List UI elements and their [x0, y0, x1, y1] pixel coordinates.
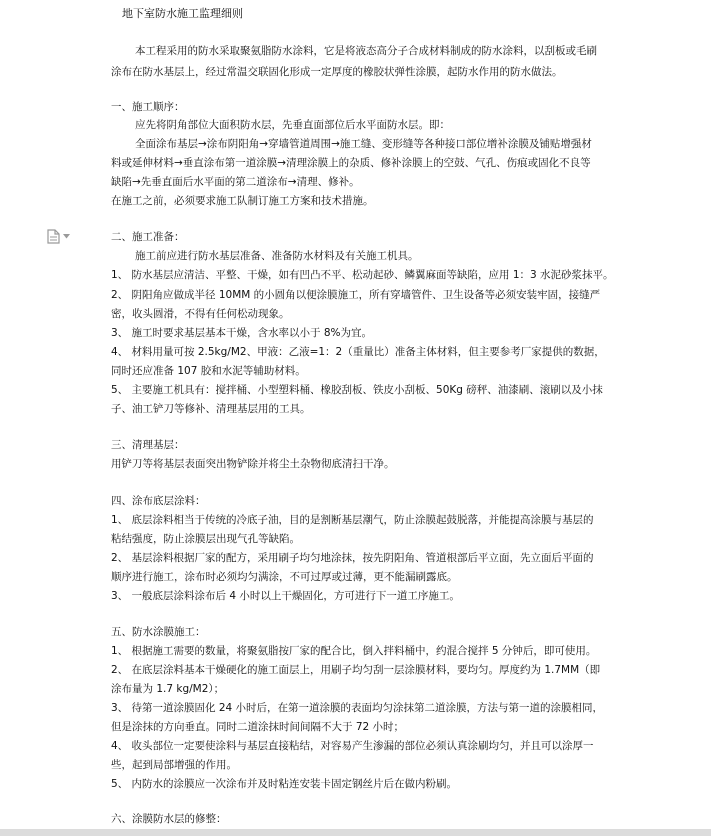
page-bottom-edge: [0, 829, 711, 836]
paragraph-line: 涂布在防水基层上，经过常温交联固化形成一定厚度的橡胶状弹性涂膜，起防水作用的防水做法。: [111, 66, 563, 78]
paragraph-line: 些，起到局部增强的作用。: [111, 759, 237, 771]
paragraph-line: 本工程采用的防水采取聚氨脂防水涂料，它是将液态高分子合成材料制成的防水涂料，以刮板或毛刷: [135, 45, 597, 57]
section-heading: 四、涂布底层涂料：: [111, 495, 206, 507]
list-item: 4、 收头部位一定要使涂料与基层直接粘结，对容易产生渗漏的部位必须认真涂刷均匀，并且可以涂厚一: [111, 740, 594, 752]
list-item: 2、 阴阳角应做成半径 10MM 的小圆角以便涂膜施工，所有穿墙管件、卫生设备等必须安装牢固，接缝严: [111, 289, 601, 301]
paragraph-line: 粘结强度，防止涂膜层出现气孔等缺陷。: [111, 533, 300, 545]
paragraph-line: 用铲刀等将基层表面突出物铲除并将尘土杂物彻底清扫干净。: [111, 458, 395, 470]
paragraph-line: 缺陷→先垂直面后水平面的第二道涂布→清理、修补。: [111, 176, 360, 188]
paragraph-line: 施工前应进行防水基层准备、准备防水材料及有关施工机具。: [135, 250, 419, 262]
section-heading: 一、施工顺序：: [111, 101, 185, 113]
document-title: 地下室防水施工监理细则: [122, 7, 243, 20]
paragraph-line: 同时还应准备 107 胶和水泥等辅助材料。: [111, 365, 306, 377]
list-item: 2、 在底层涂料基本干燥硬化的施工面层上，用刷子均匀刮一层涂膜材料，要均匀。厚度约为 1.7MM（即: [111, 664, 601, 676]
paragraph-line: 子、油工铲刀等修补、清理基层用的工具。: [111, 403, 311, 415]
list-item: 1、 底层涂料相当于传统的冷底子油，目的是割断基层潮气，防止涂膜起鼓脱落，并能提高涂膜与基层的: [111, 514, 594, 526]
paragraph-line: 全面涂布基层→涂布阴阳角→穿墙管道周围→施工缝、变形缝等各种接口部位增补涂膜及铺贴增强材: [135, 138, 592, 150]
list-item: 1、 防水基层应清洁、平整、干燥，如有凹凸不平、松动起砂、鳞翼麻面等缺陷，应用 1：3 水泥砂浆抹平。: [111, 269, 614, 281]
list-item: 3、 一般底层涂料涂布后 4 小时以上干燥固化，方可进行下一道工序施工。: [111, 590, 460, 602]
list-item: 3、 待第一道涂膜固化 24 小时后，在第一道涂膜的表面均匀涂抹第二道涂膜，方法与第一道的涂膜相同，: [111, 702, 604, 714]
list-item: 2、 基层涂料根据厂家的配方，采用刷子均匀地涂抹，按先阴阳角、管道根部后平立面，先立面后平面的: [111, 552, 594, 564]
chevron-down-icon: [63, 234, 70, 239]
paragraph-line: 在施工之前，必须要求施工队制订施工方案和技术措施。: [111, 195, 374, 207]
list-item: 4、 材料用量可按 2.5kg/M2、甲液：乙液=1：2（重量比）准备主体材料，但主要参考厂家提供的数据，: [111, 346, 605, 358]
list-item: 5、 主要施工机具有：搅拌桶、小型塑料桶、橡胶刮板、铁皮小刮板、50Kg 磅秤、油漆刷、滚刷以及小抹: [111, 384, 603, 396]
paragraph-line: 顺序进行施工，涂布时必须均匀满涂，不可过厚或过薄，更不能漏刷露底。: [111, 571, 458, 583]
section-heading: 六、涂膜防水层的修整：: [111, 813, 227, 825]
paragraph-line: 但是涂抹的方向垂直。同时二道涂抹时间间隔不大于 72 小时；: [111, 721, 405, 733]
list-item: 1、 根据施工需要的数量，将聚氨脂按厂家的配合比，倒入拌料桶中，约混合搅拌 5 分钟后，即可使用。: [111, 645, 597, 657]
paragraph-line: 料或延伸材料→垂直涂布第一道涂膜→清理涂膜上的杂质、修补涂膜上的空鼓、气孔、伤痕或固化不良等: [111, 157, 591, 169]
section-heading: 三、清理基层：: [111, 439, 185, 451]
paragraph-line: 密，收头圆滑，不得有任何松动现象。: [111, 308, 290, 320]
list-item: 3、 施工时要求基层基本干燥，含水率以小于 8%为宜。: [111, 327, 373, 339]
paragraph-line: 涂布量为 1.7 kg/M2）；: [111, 683, 225, 695]
paragraph-line: 应先将阴角部位大面积防水层，先垂直面部位后水平面防水层。即：: [135, 119, 450, 131]
paragraph-menu-button[interactable]: [47, 228, 75, 244]
list-item: 5、 内防水的涂膜应一次涂布并及时粘连安装卡固定钢丝片后在做内粉刷。: [111, 778, 458, 790]
section-heading: 五、防水涂膜施工：: [111, 626, 206, 638]
document-icon: [47, 229, 60, 244]
section-heading: 二、施工准备：: [111, 231, 185, 243]
